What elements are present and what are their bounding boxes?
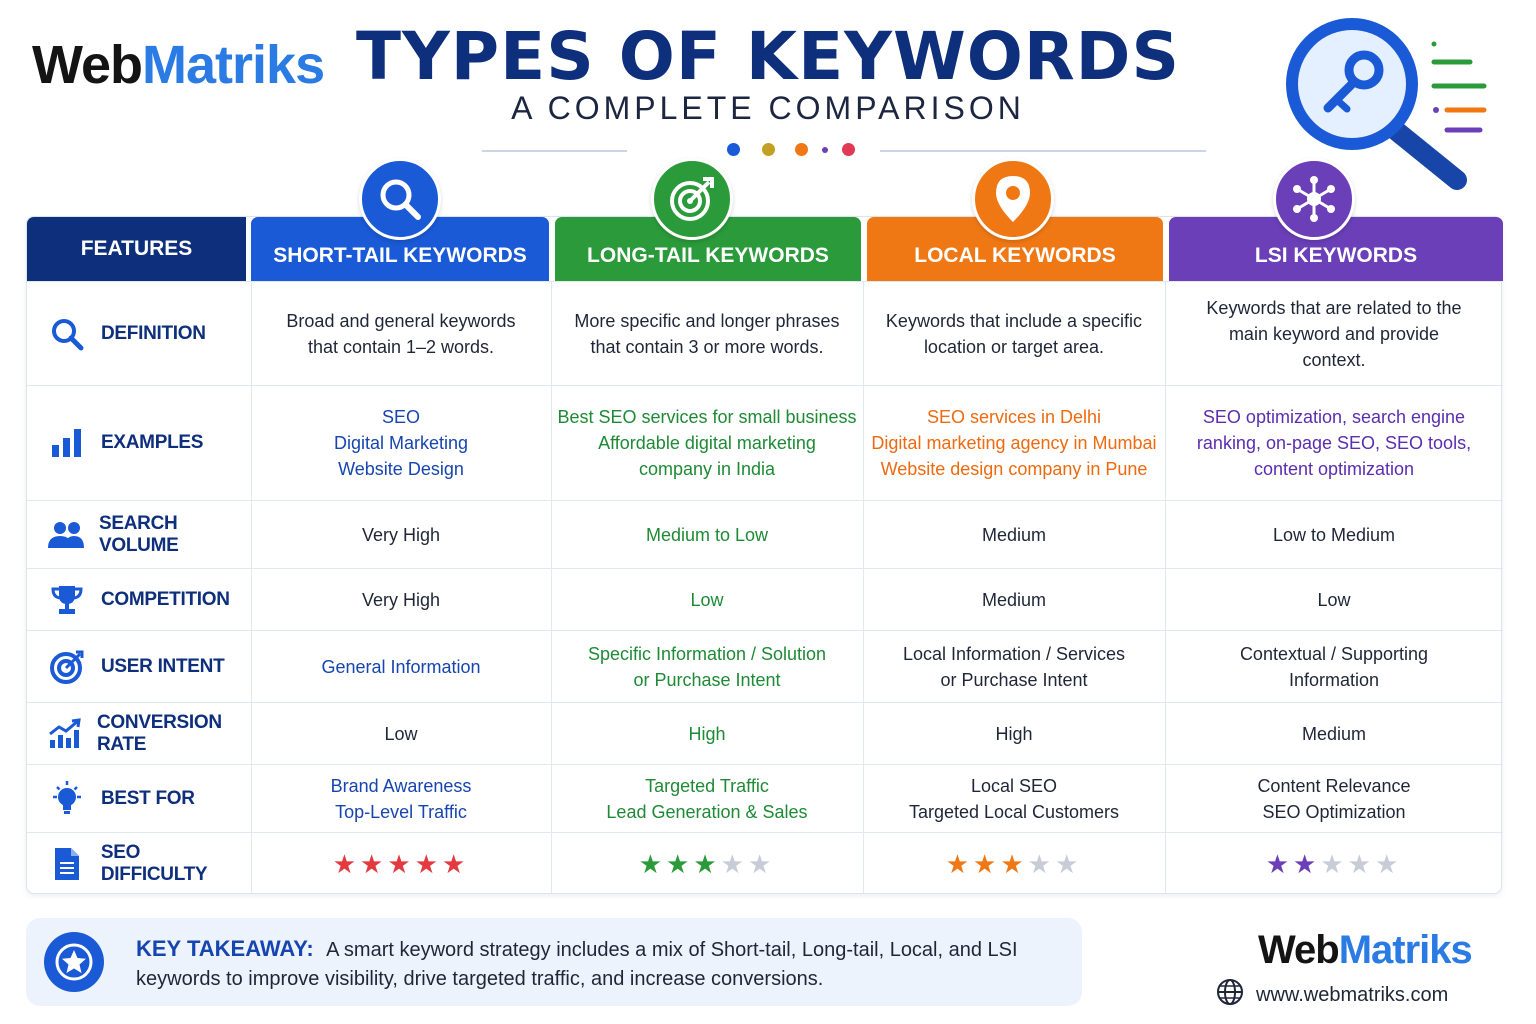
cell-line: Website design company in Pune — [880, 459, 1148, 479]
cell-lsi — [1165, 386, 1503, 500]
growth-chart-icon — [47, 718, 83, 750]
star-filled-icon: ★ — [638, 849, 667, 879]
cell-long-tail — [551, 501, 863, 568]
star-empty-icon: ★ — [1374, 849, 1403, 879]
cell-line: Low — [1317, 589, 1351, 610]
star-filled-icon: ★ — [360, 849, 388, 879]
cell-short-tail — [251, 833, 551, 895]
cell-lsi — [1165, 282, 1503, 385]
cell-long-tail — [551, 765, 863, 832]
cell-line: Digital marketing agency in Mumbai — [871, 433, 1157, 453]
decorative-line-left — [482, 150, 627, 152]
cell-line: Specific Information / Solution — [587, 643, 827, 664]
row-competition — [27, 568, 1503, 630]
decorative-dot — [842, 143, 855, 156]
cell-line: Medium — [981, 524, 1047, 545]
cell-line: Affordable digital marketing — [598, 433, 816, 453]
search-icon — [47, 316, 87, 352]
takeaway-text — [136, 934, 1036, 994]
logo-word-web: Web — [1258, 928, 1339, 972]
star-empty-icon: ★ — [1347, 849, 1375, 879]
features-header-label: FEATURES — [80, 237, 193, 260]
star-filled-icon: ★ — [414, 849, 442, 879]
feature-label: USER INTENT — [101, 655, 225, 677]
cell-line: Content Relevance — [1257, 775, 1411, 796]
cell-line: Local Information / Services — [902, 643, 1126, 664]
cell-line: Local SEO — [970, 775, 1058, 796]
star-filled-icon: ★ — [693, 849, 721, 879]
cell-local — [863, 703, 1165, 764]
feature-cell — [27, 501, 251, 568]
star-filled-icon: ★ — [441, 849, 470, 879]
column-header-label: SHORT-TAIL KEYWORDS — [273, 244, 527, 267]
star-rating — [551, 851, 863, 877]
footer-logo — [1258, 928, 1472, 973]
cell-long-tail — [551, 386, 863, 500]
row-search-volume — [27, 500, 1503, 568]
cell-long-tail — [551, 569, 863, 630]
star-rating — [1165, 851, 1503, 877]
cell-lsi — [1165, 569, 1503, 630]
feature-label: BEST FOR — [101, 787, 195, 809]
cell-line: ranking, on-page SEO, SEO tools, — [1196, 433, 1472, 453]
star-filled-icon: ★ — [1000, 849, 1028, 879]
cell-line: High — [995, 723, 1033, 744]
cell-line: More specific and longer phrases — [574, 310, 840, 331]
location-pin-icon — [972, 158, 1054, 240]
star-empty-icon: ★ — [1027, 849, 1055, 879]
row-definition — [27, 281, 1503, 385]
feature-cell — [27, 765, 251, 832]
star-empty-icon: ★ — [1320, 849, 1348, 879]
cell-long-tail — [551, 631, 863, 702]
star-rating — [863, 851, 1165, 877]
star-filled-icon: ★ — [1265, 849, 1294, 879]
feature-cell — [27, 282, 251, 385]
cell-lsi — [1165, 703, 1503, 764]
cell-line: Digital Marketing — [333, 433, 469, 453]
column-header-label: LOCAL KEYWORDS — [914, 244, 1116, 267]
features-header — [27, 217, 246, 281]
cell-line: SEO optimization, search engine — [1202, 407, 1466, 427]
target-icon — [651, 158, 733, 240]
cell-short-tail — [251, 765, 551, 832]
cell-line: Best SEO services for small business — [557, 407, 857, 427]
feature-cell — [27, 386, 251, 500]
decorative-line-right — [880, 150, 1206, 152]
network-icon — [1273, 158, 1355, 240]
cell-local — [863, 569, 1165, 630]
cell-line: Brand Awareness — [330, 775, 472, 796]
decorative-dot — [762, 143, 775, 156]
bar-chart-icon — [47, 427, 87, 459]
star-empty-icon: ★ — [720, 849, 748, 879]
comparison-table — [26, 216, 1502, 894]
cell-line: Broad and general keywords — [286, 310, 516, 331]
cell-line: High — [688, 723, 726, 744]
cell-local — [863, 501, 1165, 568]
cell-lsi — [1165, 833, 1503, 895]
cell-short-tail — [251, 703, 551, 764]
page-subtitle: A COMPLETE COMPARISON — [511, 90, 1025, 126]
lightbulb-icon — [47, 780, 87, 818]
cell-line: Information — [1288, 669, 1380, 690]
cell-line: Low — [690, 589, 724, 610]
feature-label: DEFINITION — [101, 322, 206, 344]
cell-short-tail — [251, 282, 551, 385]
cell-local — [863, 386, 1165, 500]
cell-line: Top-Level Traffic — [335, 801, 467, 822]
feature-cell — [27, 703, 251, 764]
star-filled-icon: ★ — [666, 849, 694, 879]
cell-line: Keywords that are related to the — [1206, 297, 1462, 318]
cell-line: context. — [1302, 349, 1366, 370]
cell-line: or Purchase Intent — [940, 669, 1088, 690]
feature-label: SEARCH VOLUME — [99, 512, 179, 556]
globe-icon — [1216, 978, 1244, 1012]
cell-line: or Purchase Intent — [633, 669, 781, 690]
website-url[interactable]: www.webmatriks.com — [1256, 983, 1449, 1006]
row-conversion-rate — [27, 702, 1503, 764]
row-user-intent — [27, 630, 1503, 702]
cell-local — [863, 765, 1165, 832]
column-header-label: LONG-TAIL KEYWORDS — [587, 244, 829, 267]
feature-label: EXAMPLES — [101, 432, 204, 453]
cell-line: General Information — [321, 656, 481, 677]
star-empty-icon: ★ — [747, 849, 776, 879]
cell-local — [863, 833, 1165, 895]
column-header-label: LSI KEYWORDS — [1254, 244, 1418, 267]
row-seo-difficulty — [27, 832, 1503, 895]
cell-line: Website Design — [338, 459, 464, 479]
cell-line: Targeted Traffic — [645, 775, 769, 796]
cell-lsi — [1165, 631, 1503, 702]
feature-label: COMPETITION — [101, 588, 230, 610]
website-link[interactable] — [1216, 978, 1448, 1012]
takeaway-label: KEY TAKEAWAY: — [136, 936, 314, 961]
cell-local — [863, 631, 1165, 702]
star-filled-icon: ★ — [387, 849, 415, 879]
star-filled-icon: ★ — [1293, 849, 1321, 879]
cell-line: that contain 1–2 words. — [307, 336, 495, 357]
decorative-dot — [795, 143, 808, 156]
star-filled-icon: ★ — [973, 849, 1001, 879]
cell-long-tail — [551, 703, 863, 764]
cell-local — [863, 282, 1165, 385]
cell-lsi — [1165, 501, 1503, 568]
cell-line: Targeted Local Customers — [908, 801, 1120, 822]
feature-cell — [27, 569, 251, 630]
decorative-dot — [822, 147, 828, 153]
feature-label: SEO DIFFICULTY — [100, 842, 208, 885]
logo-word-matriks: Matriks — [142, 35, 325, 95]
users-icon — [47, 520, 85, 550]
cell-line: Low — [384, 723, 418, 744]
star-filled-icon: ★ — [945, 849, 974, 879]
cell-short-tail — [251, 631, 551, 702]
cell-line: main keyword and provide — [1228, 323, 1440, 344]
cell-line: Low to Medium — [1272, 524, 1396, 545]
row-best-for — [27, 764, 1503, 832]
document-icon — [47, 846, 87, 882]
cell-line: Keywords that include a specific — [885, 310, 1143, 331]
star-empty-icon: ★ — [1054, 849, 1083, 879]
cell-long-tail — [551, 282, 863, 385]
cell-line: Very High — [361, 524, 441, 545]
star-rating — [251, 851, 551, 877]
cell-line: Medium to Low — [645, 524, 769, 545]
cell-line: Medium — [1301, 723, 1367, 744]
cell-line: company in India — [638, 459, 776, 479]
trophy-icon — [47, 583, 87, 617]
feature-label: CONVERSION RATE — [97, 711, 222, 755]
cell-line: Very High — [361, 589, 441, 610]
row-examples — [27, 385, 1503, 500]
cell-short-tail — [251, 569, 551, 630]
search-icon — [359, 158, 441, 240]
decorative-dot — [727, 143, 740, 156]
cell-short-tail — [251, 501, 551, 568]
feature-cell — [27, 833, 251, 895]
logo-word-web: Web — [32, 35, 143, 95]
takeaway-body: A smart keyword strategy includes a mix of Short-tail, Long-tail, Local, and LSI keywords to improve visibility, drive targeted traffic, and increase conversions. — [136, 939, 1018, 990]
cell-line: Lead Generation & Sales — [606, 801, 808, 822]
cell-line: Medium — [981, 589, 1047, 610]
feature-cell — [27, 631, 251, 702]
cell-lsi — [1165, 765, 1503, 832]
cell-line: SEO Optimization — [1262, 801, 1406, 822]
logo-word-matriks: Matriks — [1338, 928, 1472, 972]
page-title: TYPES OF KEYWORDS — [355, 18, 1181, 95]
cell-line: location or target area. — [923, 336, 1105, 357]
cell-short-tail — [251, 386, 551, 500]
target-icon — [47, 649, 87, 685]
star-badge-icon — [44, 932, 104, 992]
cell-line: SEO services in Delhi — [926, 407, 1102, 427]
cell-line: that contain 3 or more words. — [590, 336, 824, 357]
key-takeaway-box — [26, 918, 1082, 1006]
cell-long-tail — [551, 833, 863, 895]
cell-line: SEO — [381, 407, 420, 427]
star-filled-icon: ★ — [332, 849, 361, 879]
cell-line: Contextual / Supporting — [1239, 643, 1429, 664]
cell-line: content optimization — [1253, 459, 1415, 479]
